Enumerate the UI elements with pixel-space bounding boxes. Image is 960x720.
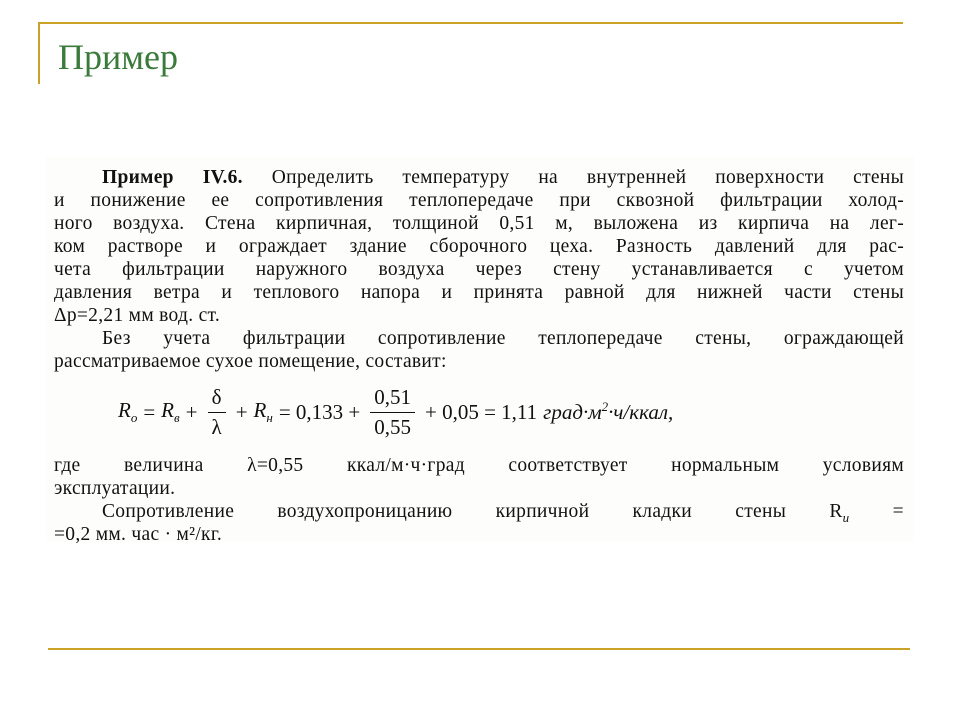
formula-units: $град\cdot м^2\cdot ч$/ккал,	[543, 399, 674, 424]
slide-title: Пример	[58, 37, 179, 77]
text-line: где величина λ=0,55 ккал/м·ч·град соответствует нормальным условиям	[54, 455, 904, 476]
fraction-delta-lambda: $\frac{\delta}{\lambda}$	[208, 385, 226, 440]
text-line: Пример IV.6. Определить температуру на внутренней поверхности стены	[102, 167, 904, 188]
frame-left-rule	[38, 22, 40, 84]
text-line: эксплуатации.	[54, 478, 176, 499]
scanned-text-block	[46, 157, 914, 545]
fraction-values: $\frac{0,51}{0,55}$	[370, 385, 415, 440]
formula-lhs: $R_о$	[118, 397, 138, 426]
frame-top-rule	[38, 22, 903, 24]
text-line: ком растворе и ограждает здание сборочного цеха. Разность давлений для рас-	[54, 236, 904, 257]
text-line: =0,2 мм. час · м²/кг.	[54, 524, 223, 545]
text-line: и понижение ее сопротивления теплопередаче при сквозной фильтрации холод-	[54, 190, 904, 211]
text-line: Без учета фильтрации сопротивление теплопередаче стены, ограждающей	[102, 328, 904, 349]
formula-rn: $R_н$	[253, 397, 273, 426]
text-line: давления ветра и теплового напора и принята равной для нижней части стены	[54, 282, 904, 303]
text-line: ного воздуха. Стена кирпичная, толщиной 0,51 м, выложена из кирпича на лег-	[54, 213, 904, 234]
text-line: рассматриваемое сухое помещение, составит:	[54, 351, 447, 372]
resistance-formula: $R_о$ = $R_в$ + $\frac{\delta}{\lambda}$ + $R_н$ = 0,133 + $\frac{0,51}{0,55}$ + 0,05 = 1,11 $град\cdot м^2\cdot ч$/ккал,	[118, 384, 674, 439]
text-line: Сопротивление воздухопроницанию кирпичной кладки стены $R_и$ =	[102, 501, 904, 525]
text-line: Δp=2,21 мм вод. ст.	[54, 305, 221, 326]
text-line: чета фильтрации наружного воздуха через стену устанавливается с учетом	[54, 259, 904, 280]
frame-bottom-rule	[48, 648, 910, 650]
example-label: Пример IV.6.	[102, 167, 243, 188]
formula-rb: $R_в$	[161, 397, 180, 426]
